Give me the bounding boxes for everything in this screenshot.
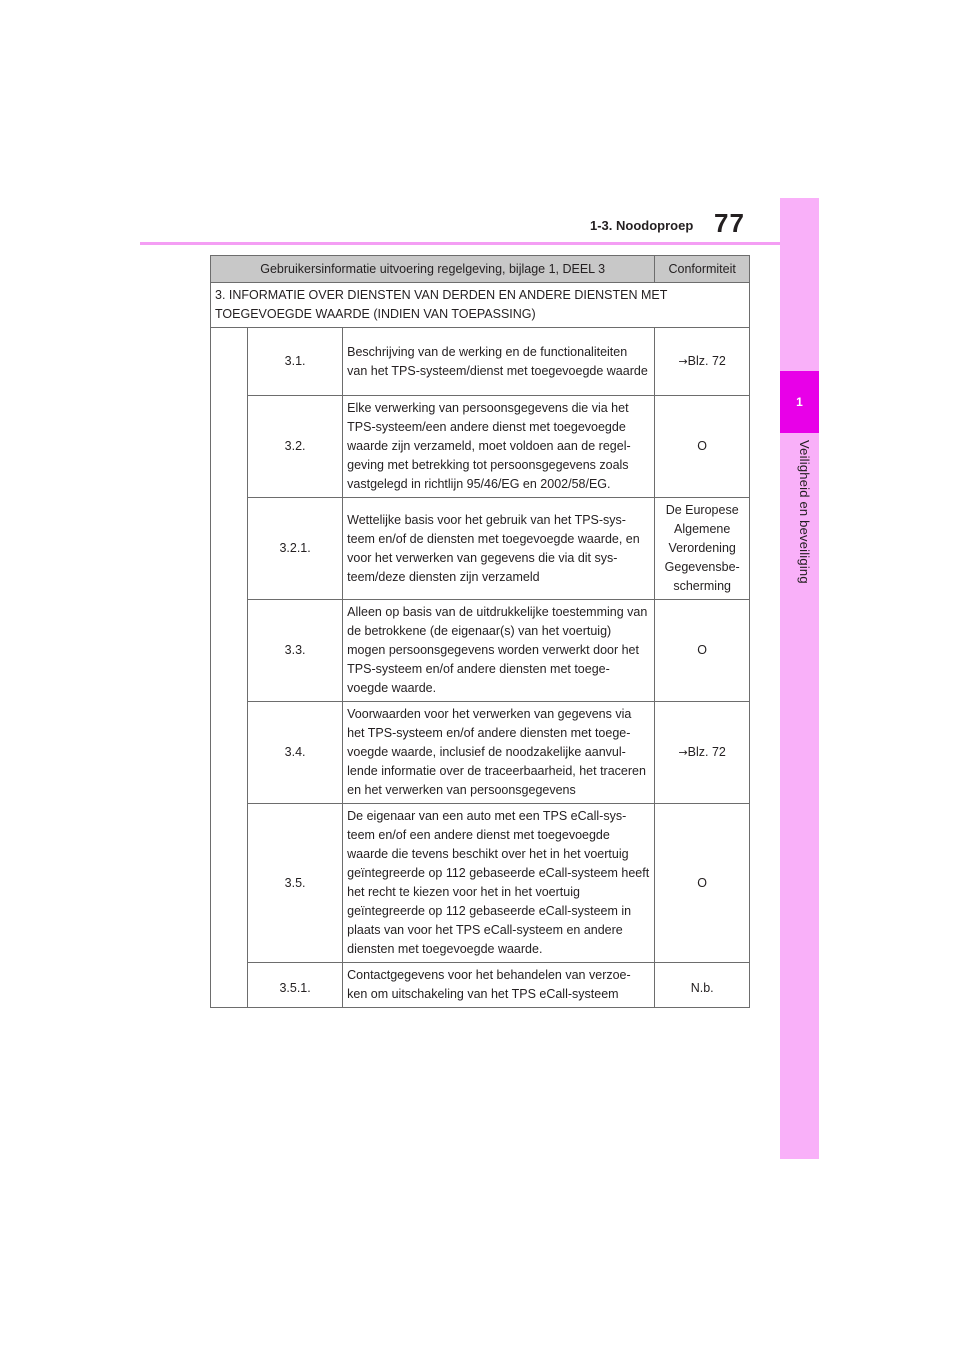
row-description: De eigenaar van een auto met een TPS eCall-sys-teem en/of een andere dienst met toegevoegde waarde die tevens beschikt over het in het voertuig geïntegreerde op 112 gebaseerde eCall-systeem heeft het recht te kiezen voor het in het voertuig geïntegreerde op 112 gebaseerde eCall-systeem in plaats van voor het TPS eCall-systeem en andere diensten met toegevoegde waarde.: [343, 804, 655, 963]
row-description: Beschrijving van de werking en de functionaliteiten van het TPS-systeem/dienst met toegevoegde waarde: [343, 328, 655, 396]
row-conformity: [655, 702, 750, 804]
table-header-row: [211, 256, 750, 283]
row-number: 3.2.: [248, 396, 343, 498]
arrow-right-icon: →: [678, 746, 688, 759]
section-title: 1-3. Noodoproep: [590, 218, 694, 233]
table-row: [211, 804, 750, 963]
row-number: 3.2.1.: [248, 498, 343, 600]
row-number: 3.3.: [248, 600, 343, 702]
table-row: [211, 702, 750, 804]
chapter-number: 1: [796, 395, 803, 409]
section-heading: 3. INFORMATIE OVER DIENSTEN VAN DERDEN EN ANDERE DIENSTEN MET TOEGEVOEGDE WAARDE (INDIEN VAN TOEPASSING): [211, 283, 750, 328]
row-number: 3.1.: [248, 328, 343, 396]
row-conformity: O: [655, 396, 750, 498]
chapter-label: Veiligheid en beveiliging: [797, 440, 812, 584]
page-number: 77: [714, 208, 745, 238]
header-user-info: Gebruikersinformatie uitvoering regelgeving, bijlage 1, DEEL 3: [211, 256, 655, 283]
table-row: [211, 328, 750, 396]
chapter-side-tab: [780, 198, 819, 1159]
indent-cell: [211, 328, 248, 1008]
row-number: 3.5.1.: [248, 963, 343, 1008]
conformity-table: [210, 255, 750, 1008]
row-number: 3.5.: [248, 804, 343, 963]
section-heading-row: [211, 283, 750, 328]
row-description: Voorwaarden voor het verwerken van gegevens via het TPS-systeem en/of andere diensten met toege-voegde waarde, inclusief de noodzakelijke aanvul-lende informatie over de traceerbaarheid, het traceren en het verwerken van persoonsgegevens: [343, 702, 655, 804]
row-conformity: N.b.: [655, 963, 750, 1008]
row-conformity: [655, 328, 750, 396]
arrow-right-icon: →: [678, 355, 688, 368]
page-reference[interactable]: Blz. 72: [687, 745, 726, 759]
row-conformity: O: [655, 600, 750, 702]
row-description: Wettelijke basis voor het gebruik van het TPS-sys-teem en/of de diensten met toegevoegde waarde, en voor het verwerken van gegevens die via dit sys-teem/deze diensten zijn verzameld: [343, 498, 655, 600]
row-conformity: De Europese Algemene Verordening Gegevensbe-scherming: [655, 498, 750, 600]
table-row: [211, 963, 750, 1008]
row-description: Alleen op basis van de uitdrukkelijke toestemming van de betrokkene (de eigenaar(s) van het voertuig) mogen persoonsgegevens worden verwerkt door het TPS-systeem en/of andere diensten met toege-voegde waarde.: [343, 600, 655, 702]
chapter-number-tab: [780, 371, 819, 433]
page-reference[interactable]: Blz. 72: [687, 354, 726, 368]
header-divider: [140, 242, 780, 245]
row-description: Contactgegevens voor het behandelen van verzoe-ken om uitschakeling van het TPS eCall-systeem: [343, 963, 655, 1008]
table-row: [211, 498, 750, 600]
row-description: Elke verwerking van persoonsgegevens die via het TPS-systeem/een andere dienst met toegevoegde waarde zijn verzameld, moet voldoen aan de regel-geving met betrekking tot persoonsgegevens zoals vastgelegd in richtlijn 95/46/EG en 2002/58/EG.: [343, 396, 655, 498]
table-row: [211, 600, 750, 702]
table-row: [211, 396, 750, 498]
header-conformity: Conformiteit: [655, 256, 750, 283]
row-number: 3.4.: [248, 702, 343, 804]
row-conformity: O: [655, 804, 750, 963]
